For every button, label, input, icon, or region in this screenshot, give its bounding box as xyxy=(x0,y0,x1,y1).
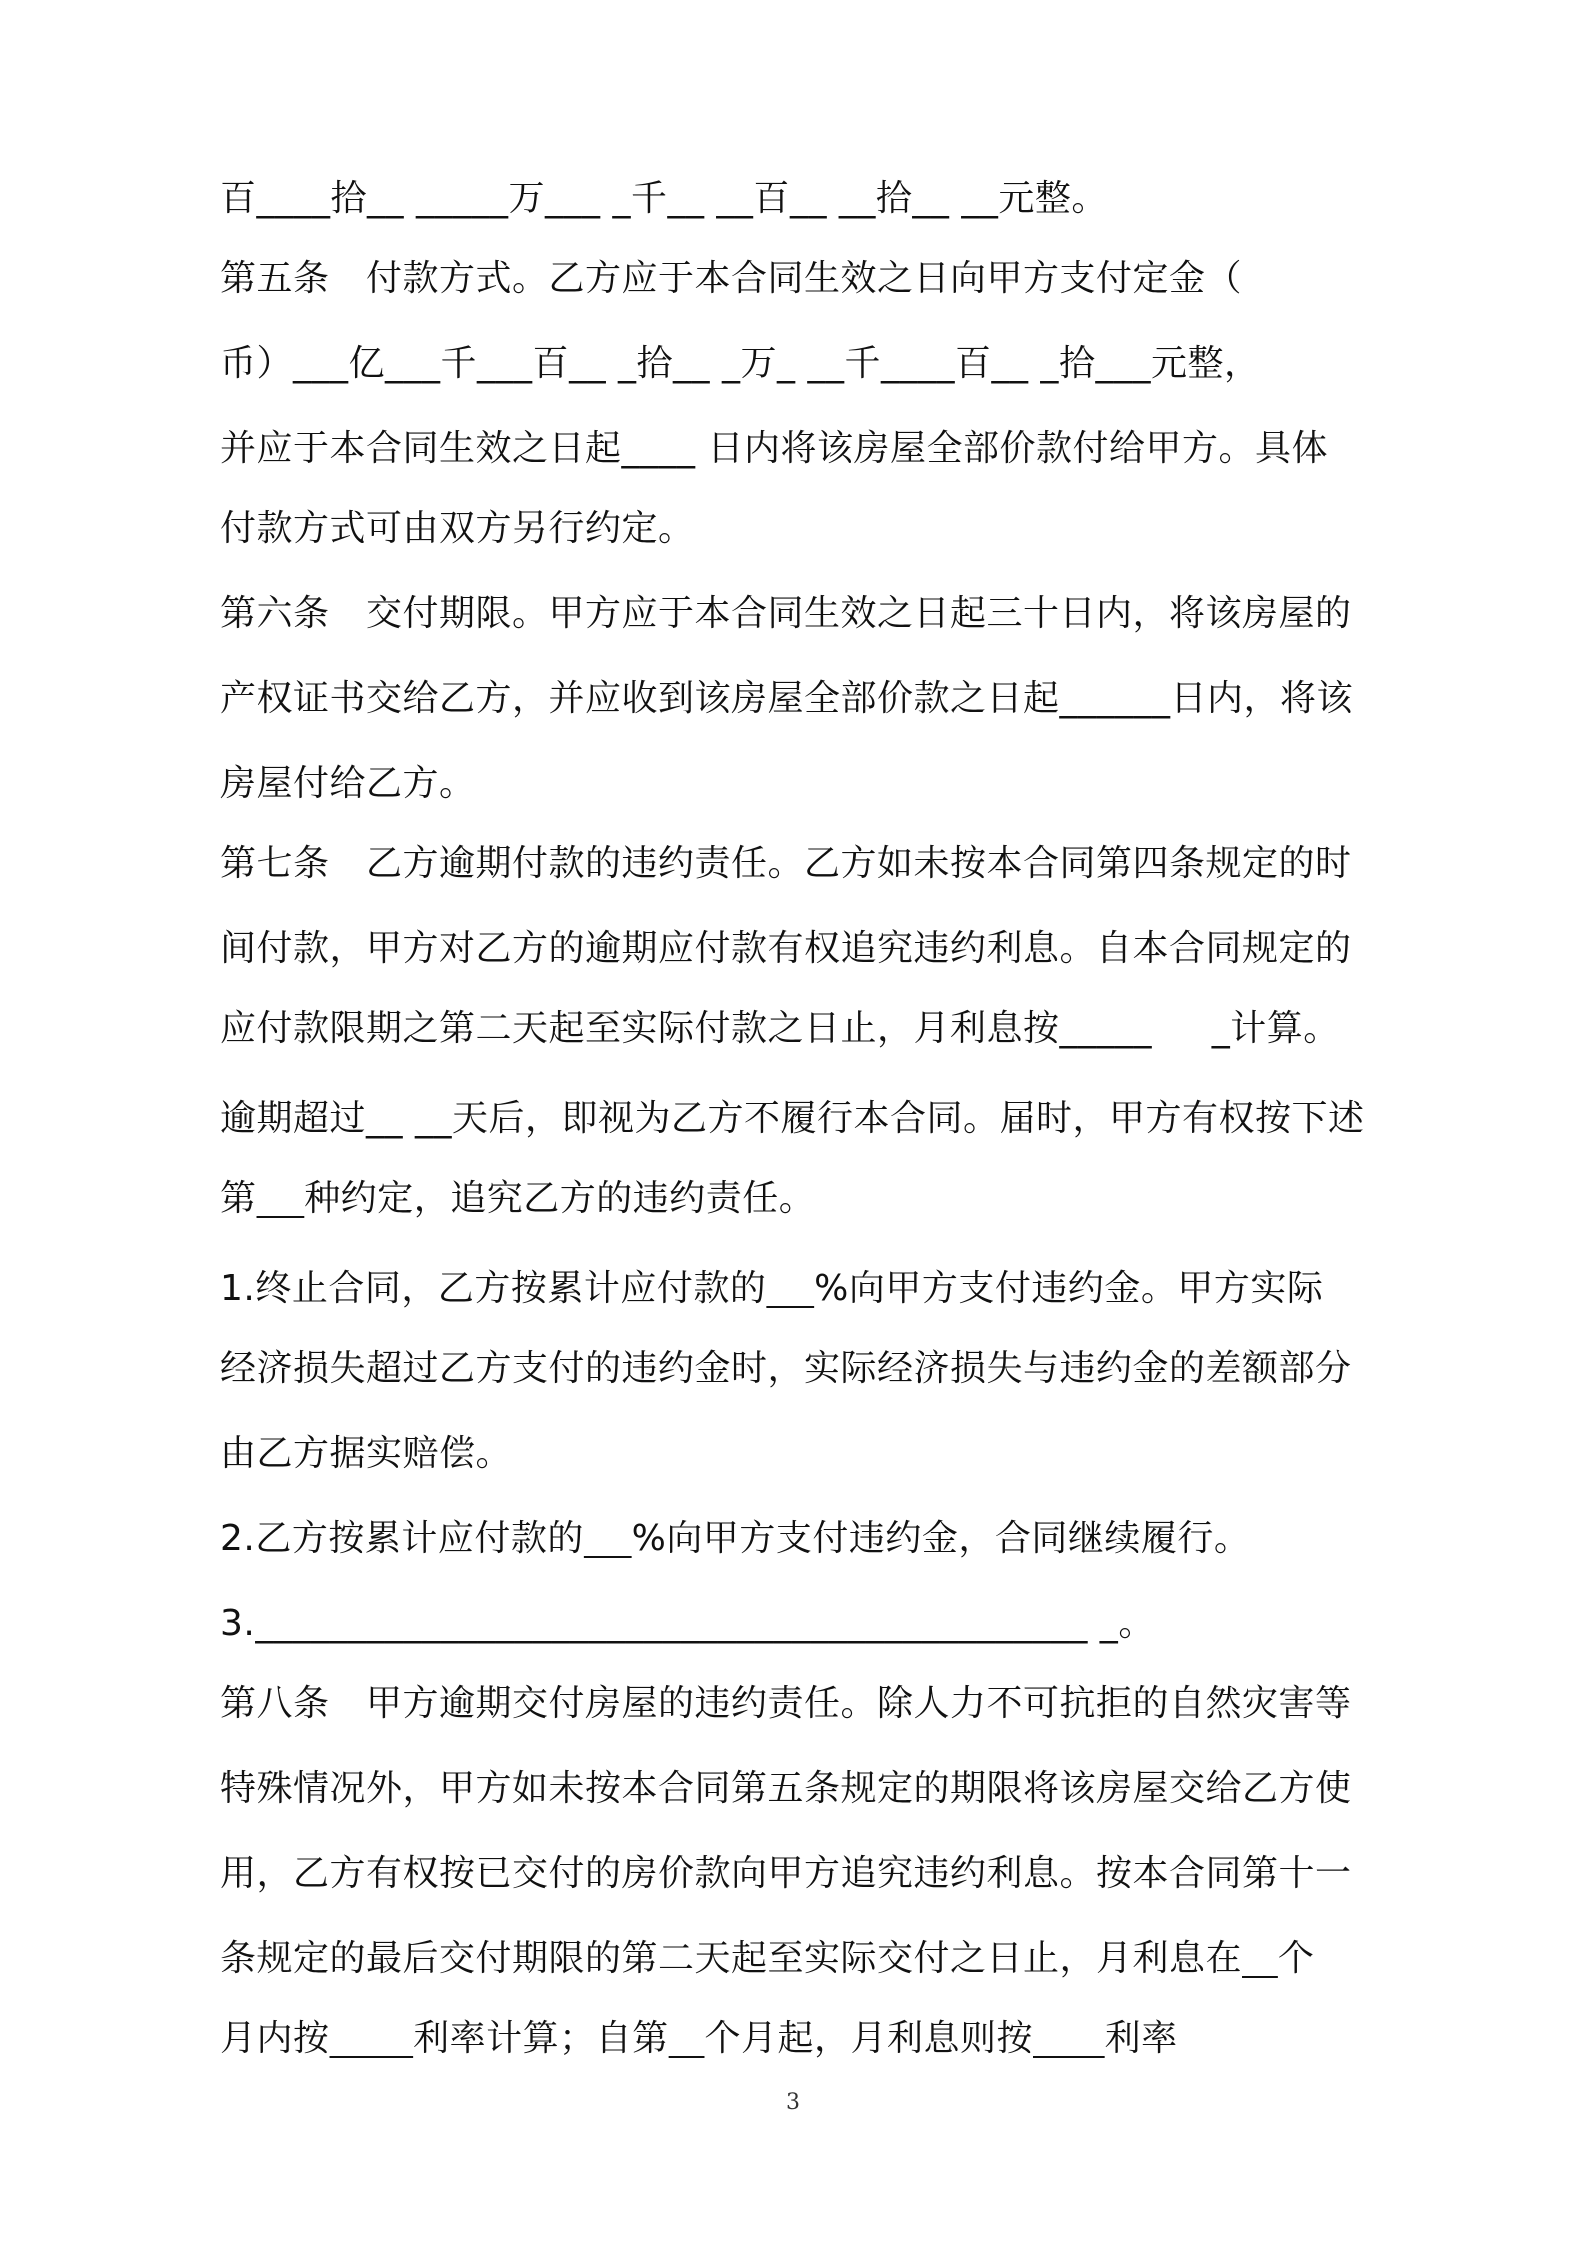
text-segment: 2.乙方按累计应付款的 xyxy=(220,1518,584,1559)
text-segment: 个月起，月利息则按 xyxy=(704,2018,1033,2059)
text-line xyxy=(220,1935,1314,1983)
fill-blank[interactable]: ____ xyxy=(621,428,708,469)
text-segment: 产权证书交给乙方，并应收到该房屋全部价款之日起 xyxy=(220,678,1060,719)
text-segment: 千 xyxy=(630,178,668,219)
text-line xyxy=(220,590,1352,638)
text-segment: 百 xyxy=(220,178,257,219)
text-segment: 月内按 xyxy=(220,2018,330,2059)
fill-blank[interactable] xyxy=(1033,2018,1105,2059)
text-segment: 千 xyxy=(440,343,478,384)
fill-blank[interactable]: ___ xyxy=(385,343,441,384)
text-segment: 经济损失超过乙方支付的违约金时，实际经济损失与违约金的差额部分 xyxy=(220,1348,1352,1389)
text-line xyxy=(220,1680,1352,1728)
text-line xyxy=(220,1765,1352,1813)
fill-blank[interactable]: __ _ xyxy=(569,343,637,384)
text-segment: 万 xyxy=(740,343,777,384)
fill-blank[interactable]: ___ xyxy=(477,343,533,384)
text-line xyxy=(220,925,1352,973)
text-segment: 百 xyxy=(954,343,992,384)
text-line xyxy=(220,255,1242,303)
text-segment: 元整。 xyxy=(998,178,1108,219)
fill-blank[interactable] xyxy=(584,1518,632,1559)
text-segment: 房屋付给乙方。 xyxy=(220,763,476,804)
text-segment: 拾 xyxy=(330,178,368,219)
text-line xyxy=(220,340,1260,388)
fill-blank[interactable] xyxy=(257,1178,305,1219)
text-segment: 条规定的最后交付期限的第二天起至实际交付之日止，月利息在 xyxy=(220,1938,1243,1979)
text-segment: 百 xyxy=(532,343,570,384)
text-segment: 利率计算；自第 xyxy=(413,2018,669,2059)
fill-blank[interactable]: __ _ xyxy=(991,343,1059,384)
text-segment: 百 xyxy=(753,178,790,219)
text-line xyxy=(220,505,695,553)
text-line xyxy=(220,175,1108,223)
text-segment: 万 xyxy=(508,178,545,219)
text-segment: 第七条 乙方逾期付款的违约责任。乙方如未按本合同第四条规定的时 xyxy=(220,843,1352,884)
fill-blank[interactable]: __ _ xyxy=(673,343,741,384)
text-line xyxy=(220,2015,1178,2063)
fill-blank[interactable] xyxy=(1242,1938,1278,1979)
text-segment: 付款方式可由双方另行约定。 xyxy=(220,508,695,549)
fill-blank[interactable]: __ __ xyxy=(912,178,999,219)
text-line xyxy=(220,1430,512,1478)
fill-blank[interactable] xyxy=(330,2018,414,2059)
text-segment: 应付款限期之第二天起至实际付款之日止，月利息按 xyxy=(220,1008,1060,1049)
fill-blank[interactable]: ___ xyxy=(1095,343,1151,384)
text-segment: 元整， xyxy=(1150,343,1261,384)
text-segment: 用，乙方有权按已交付的房价款向甲方追究违约利息。按本合同第十一 xyxy=(220,1853,1352,1894)
text-segment: 拾 xyxy=(1058,343,1096,384)
text-segment: 拾 xyxy=(636,343,674,384)
text-line xyxy=(220,840,1352,888)
fill-blank[interactable]: ___ xyxy=(293,343,349,384)
fill-blank[interactable]: ____ xyxy=(256,178,331,219)
text-segment: %向甲方支付违约金，合同继续履行。 xyxy=(631,1518,1251,1559)
text-line xyxy=(220,1850,1352,1898)
fill-blank[interactable]: ______ xyxy=(1059,678,1171,719)
page-number: 3 xyxy=(786,2090,800,2115)
text-segment: 天后，即视为乙方不履行本合同。届时，甲方有权按下述 xyxy=(451,1098,1365,1139)
fill-blank[interactable]: _ __ xyxy=(777,343,845,384)
text-segment: 并应于本合同生效之日起 xyxy=(220,428,622,469)
fill-blank[interactable]: ___ _ xyxy=(545,178,631,219)
text-segment: 日内，将该 xyxy=(1170,678,1354,719)
fill-blank[interactable]: __ _____ xyxy=(367,178,509,219)
text-segment: 币） xyxy=(220,343,294,384)
fill-blank[interactable] xyxy=(669,2018,705,2059)
fill-blank[interactable]: ____ xyxy=(880,343,955,384)
text-line xyxy=(220,675,1353,723)
fill-blank[interactable]: _____________________________________________ _ xyxy=(255,1603,1119,1644)
text-segment: 拾 xyxy=(875,178,913,219)
text-segment: 第 xyxy=(220,1178,257,1219)
fill-blank[interactable] xyxy=(766,1268,814,1309)
text-segment: 亿 xyxy=(348,343,386,384)
text-segment: 1.终止合同，乙方按累计应付款的 xyxy=(220,1268,767,1309)
text-segment: 由乙方据实赔偿。 xyxy=(220,1433,513,1474)
text-segment: 3. xyxy=(220,1603,256,1644)
text-segment: 间付款，甲方对乙方的逾期应付款有权追究违约利息。自本合同规定的 xyxy=(220,928,1352,969)
text-segment: 千 xyxy=(844,343,881,384)
text-line xyxy=(220,1265,1323,1313)
text-line xyxy=(220,1600,1155,1648)
fill-blank[interactable]: _____ _ xyxy=(1059,1008,1231,1049)
fill-blank[interactable]: __ __ xyxy=(667,178,754,219)
text-segment: 。 xyxy=(1118,1603,1155,1644)
text-line xyxy=(220,760,476,808)
text-segment: 第六条 交付期限。甲方应于本合同生效之日起三十日内，将该房屋的 xyxy=(220,593,1352,634)
text-segment: 逾期超过 xyxy=(220,1098,367,1139)
text-line xyxy=(220,1515,1250,1563)
fill-blank[interactable]: __ __ xyxy=(366,1098,452,1139)
text-line xyxy=(220,1175,815,1223)
text-segment: %向甲方支付违约金。甲方实际 xyxy=(814,1268,1324,1309)
text-segment: 利率 xyxy=(1104,2018,1178,2059)
text-line xyxy=(220,1005,1340,1053)
text-segment: 特殊情况外，甲方如未按本合同第五条规定的期限将该房屋交给乙方使 xyxy=(220,1768,1352,1809)
text-line xyxy=(220,425,1328,473)
text-segment: 日内将该房屋全部价款付给甲方。具体 xyxy=(707,428,1328,469)
text-segment: 计算。 xyxy=(1230,1008,1340,1049)
text-segment: 种约定，追究乙方的违约责任。 xyxy=(304,1178,816,1219)
text-segment: 第八条 甲方逾期交付房屋的违约责任。除人力不可抗拒的自然灾害等 xyxy=(220,1683,1352,1724)
text-segment: 个 xyxy=(1277,1938,1315,1979)
text-segment: 第五条 付款方式。乙方应于本合同生效之日向甲方支付定金（ xyxy=(220,258,1243,299)
text-line xyxy=(220,1345,1352,1393)
text-line xyxy=(220,1095,1364,1143)
fill-blank[interactable]: __ __ xyxy=(789,178,876,219)
